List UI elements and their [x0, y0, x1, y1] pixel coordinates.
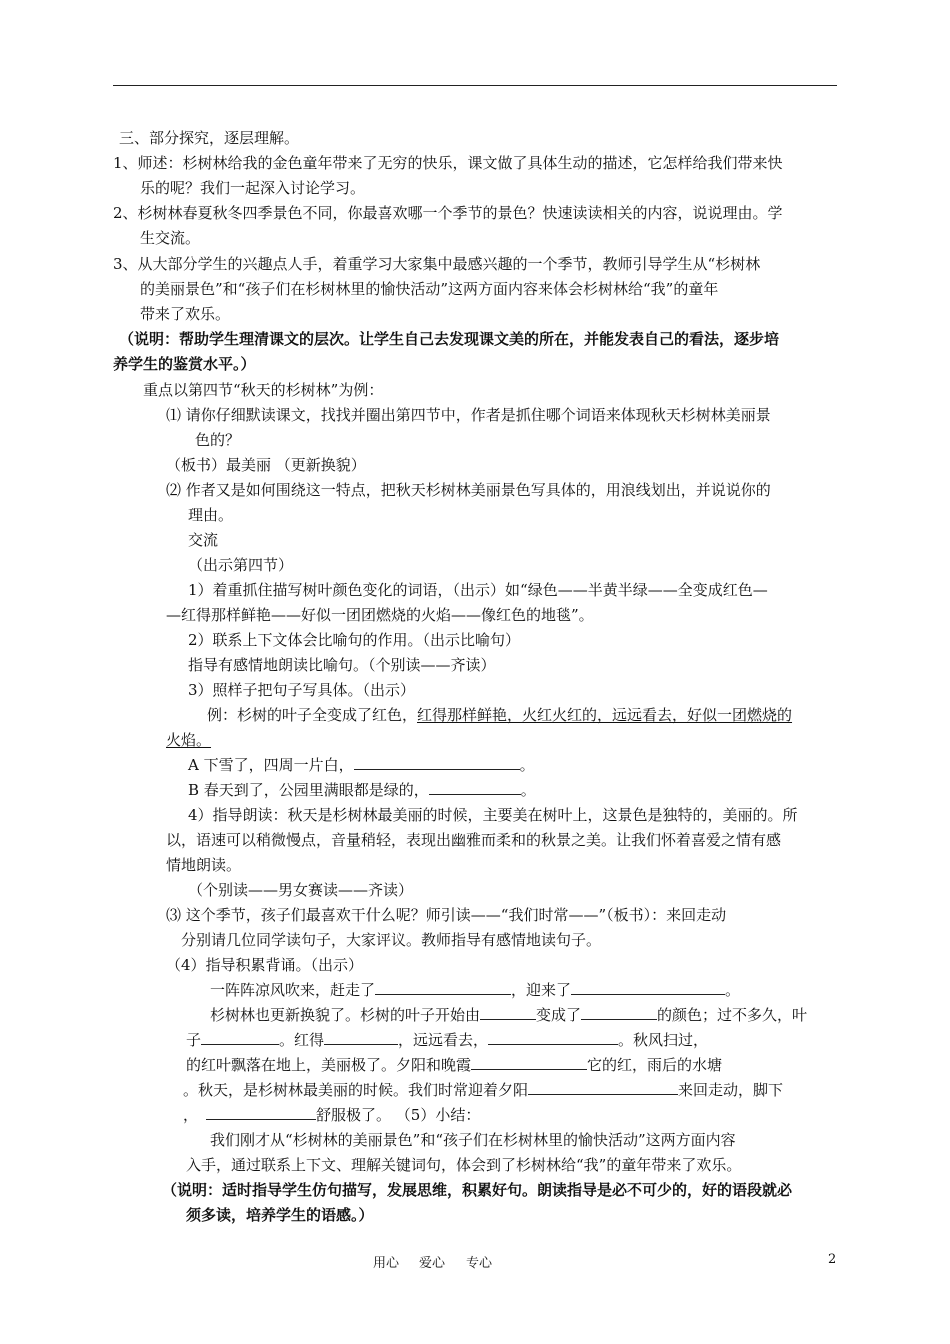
- note-bold: （说明：帮助学生理清课文的层次。让学生自己去发现课文美的所在，并能发表自己的看法，逐步培: [119, 330, 780, 348]
- paragraph-line: 3、从大部分学生的兴趣点人手，着重学习大家集中最感兴趣的一个季节，教师引导学生从“杉树林: [113, 255, 761, 273]
- blank: [480, 1005, 536, 1020]
- paragraph-line: 2）联系上下文体会比喻句的作用。（出示比喻句）: [188, 631, 521, 649]
- blank: [471, 1055, 587, 1070]
- summary-line: 入手，通过联系上下文、理解关键词句，体会到了杉树林给“我”的童年带来了欢乐。: [186, 1156, 742, 1174]
- blank: [375, 980, 511, 995]
- section-heading: 三、部分探究，逐层理解。: [119, 129, 300, 147]
- blank: [528, 1080, 678, 1095]
- paragraph-line: 以，语速可以稍微慢点，音量稍轻，表现出幽雅而柔和的秋景之美。让我们怀着喜爱之情有感: [166, 831, 782, 849]
- fill-in-line: 的红叶飘落在地上，美丽极了。夕阳和晚霞 它的红，雨后的水塘: [186, 1056, 723, 1074]
- page-number: 2: [828, 1252, 837, 1267]
- footer-motto: 爱心: [419, 1256, 446, 1271]
- paragraph-line: 的美丽景色”和“孩子们在杉树林里的愉快活动”这两方面内容来体会杉树林给“我”的童年: [140, 280, 719, 298]
- fill-in-line: ， 舒服极了。 （5）小结：: [183, 1106, 481, 1124]
- blank: [429, 780, 521, 795]
- paragraph-line: 交流: [188, 531, 219, 549]
- example-line: [207, 705, 792, 727]
- blank: [571, 980, 725, 995]
- paragraph-line: 1、师述：杉树林给我的金色童年带来了无穷的快乐，课文做了具体生动的描述，它怎样给我们带来快: [113, 154, 783, 172]
- paragraph-line: 生交流。: [140, 229, 201, 247]
- fill-in-line: 一阵阵凉风吹来，赶走了 ，迎来了 。: [210, 981, 741, 999]
- paragraph-line: （出示第四节）: [188, 556, 294, 574]
- paragraph-line: 1）着重抓住描写树叶颜色变化的词语，（出示）如“绿色——半黄半绿——全变成红色—: [188, 581, 768, 599]
- fill-in-line: 子 。红得 ，远远看去， 。秋风扫过，: [186, 1031, 709, 1049]
- paragraph-line: —红得那样鲜艳——好似一团团燃烧的火焰——像红色的地毯”。: [166, 606, 594, 624]
- question-line: ⑴ 请你仔细默读课文，找找并圈出第四节中，作者是抓住哪个词语来体现秋天杉树林美丽景: [166, 406, 771, 424]
- note-bold: 须多读，培养学生的语感。）: [186, 1206, 374, 1224]
- header-rule: [113, 85, 837, 86]
- blank: [201, 1030, 279, 1045]
- paragraph-line: 3）照样子把句子写具体。（出示）: [188, 681, 416, 699]
- footer-motto: 专心: [466, 1256, 493, 1271]
- paragraph-line: 带来了欢乐。: [140, 305, 231, 323]
- summary-line: 我们刚才从“杉树林的美丽景色”和“孩子们在杉树林里的愉快活动”这两方面内容: [210, 1131, 736, 1149]
- blank: [488, 1030, 618, 1045]
- fill-in-line: 杉树林也更新换貌了。杉树的叶子开始由 变成了 的颜色；过不多久，叶: [210, 1006, 808, 1024]
- paragraph-line: 乐的呢？我们一起深入讨论学习。: [140, 179, 366, 197]
- example-underlined: 红得那样鲜艳，火红火红的，远远看去，好似一团燃烧的: [417, 706, 793, 724]
- board-note: （板书）最美丽 （更新换貌）: [166, 456, 366, 474]
- paragraph-line: 分别请几位同学读句子，大家评议。教师指导有感情地读句子。: [181, 931, 602, 949]
- paragraph-line: 指导有感情地朗读比喻句。（个别读——齐读）: [188, 656, 496, 674]
- example-text: 例：杉树的叶子全变成了红色，: [207, 706, 418, 724]
- paragraph-line: （个别读——男女赛读——齐读）: [188, 881, 414, 899]
- footer-motto: 用心: [373, 1256, 400, 1271]
- blank: [206, 1105, 316, 1120]
- question-line: 色的？: [195, 431, 241, 449]
- question-line: （4）指导积累背诵。（出示）: [166, 956, 364, 974]
- paragraph-line: 重点以第四节“秋天的杉树林”为例：: [143, 381, 384, 399]
- question-line: ⑶ 这个季节，孩子们最喜欢干什么呢？师引读——“我们时常——”（板书）：来回走动: [166, 906, 727, 924]
- question-line: ⑵ 作者又是如何围绕这一特点，把秋天杉树林美丽景色写具体的，用浪线划出，并说说你的: [166, 481, 771, 499]
- blank: [581, 1005, 657, 1020]
- question-line: 理由。: [188, 506, 234, 524]
- blank: [354, 755, 520, 770]
- note-bold: （说明：适时指导学生仿句描写，发展思维，积累好句。朗读指导是必不可少的，好的语段就必: [162, 1181, 793, 1199]
- blank: [324, 1030, 398, 1045]
- fill-in-line: 。秋天，是杉树林最美丽的时候。我们时常迎着夕阳 来回走动，脚下: [183, 1081, 784, 1099]
- fill-in-line: B 春天到了，公园里满眼都是绿的， 。: [188, 781, 536, 799]
- paragraph-line: 情地朗读。: [166, 856, 242, 874]
- fill-in-line: A 下雪了，四周一片白， 。: [188, 756, 535, 774]
- paragraph-line: 2、杉树林春夏秋冬四季景色不同，你最喜欢哪一个季节的景色？快速读读相关的内容，说说理由。学: [113, 204, 783, 222]
- example-underlined: 火焰。: [166, 731, 212, 749]
- note-bold: 养学生的鉴赏水平。）: [113, 355, 256, 373]
- paragraph-line: 4）指导朗读：秋天是杉树林最美丽的时候，主要美在树叶上，这景色是独特的，美丽的。所: [188, 806, 798, 824]
